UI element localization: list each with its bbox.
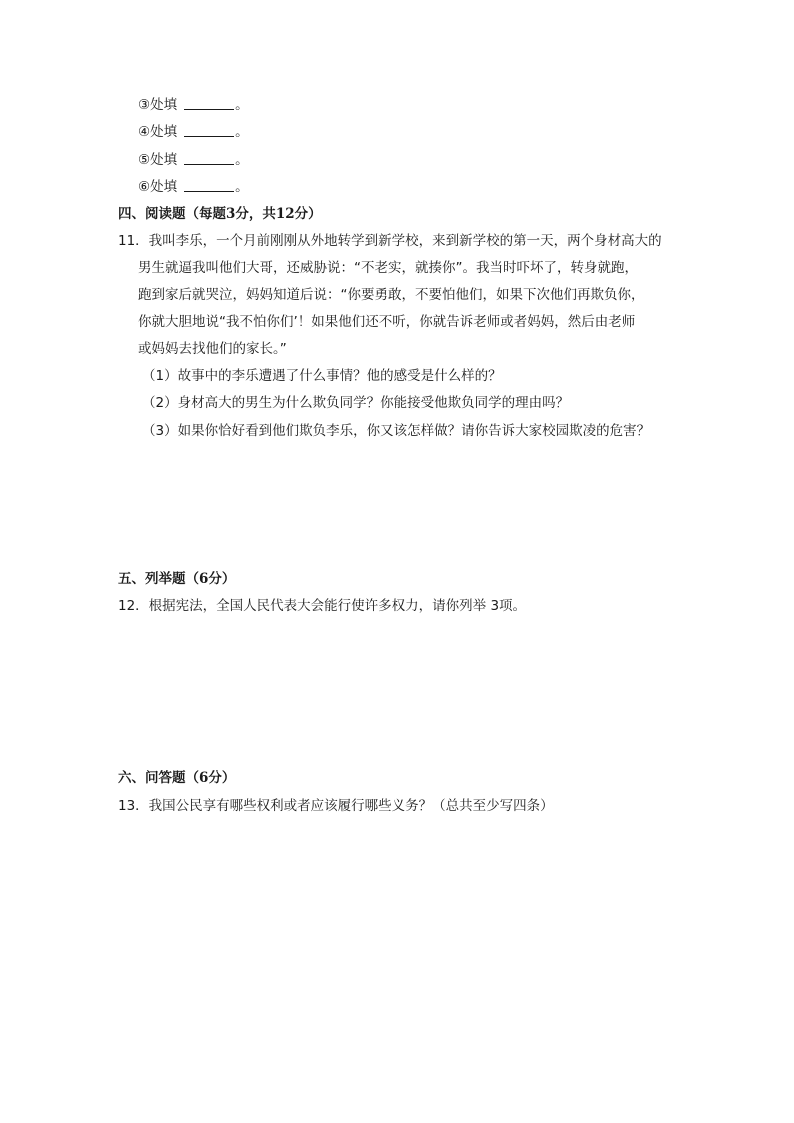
question-11-line-1: 11．我叫李乐，一个月前刚刚从外地转学到新学校，来到新学校的第一天，两个身材高大的	[118, 233, 662, 249]
answer-blank[interactable]	[184, 95, 234, 110]
question-11-line-2: 男生就逼我叫他们大哥，还威胁说：“不老实，就揍你”。我当时吓坏了，转身就跑，	[138, 260, 638, 276]
fill-item-4	[138, 122, 249, 142]
sub-question-3: （3）如果你恰好看到他们欺负李乐，你又该怎样做？请你告诉大家校园欺凌的危害？	[142, 423, 651, 439]
fill-item-label: ③处填	[138, 97, 178, 113]
fill-item-label: ⑥处填	[138, 179, 178, 195]
question-13: 13．我国公民享有哪些权利或者应该履行哪些义务？（总共至少写四条）	[118, 798, 554, 814]
section-heading-listing: 五、列举题（6分）	[118, 571, 236, 587]
fill-item-suffix: 。	[235, 124, 249, 140]
fill-item-suffix: 。	[235, 97, 249, 113]
sub-question-2: （2）身材高大的男生为什么欺负同学？你能接受他欺负同学的理由吗？	[142, 395, 570, 411]
answer-blank[interactable]	[184, 177, 234, 192]
question-12: 12．根据宪法，全国人民代表大会能行使许多权力，请你列举 3项。	[118, 598, 527, 614]
section-heading-reading: 四、阅读题（每题3分，共12分）	[118, 206, 322, 222]
fill-item-6	[138, 177, 249, 197]
answer-blank[interactable]	[184, 122, 234, 137]
sub-question-1: （1）故事中的李乐遭遇了什么事情？他的感受是什么样的？	[142, 368, 502, 384]
fill-item-suffix: 。	[235, 179, 249, 195]
question-11-line-4: 你就大胆地说“我不怕你们’！如果他们还不听，你就告诉老师或者妈妈，然后由老师	[138, 314, 636, 330]
fill-item-suffix: 。	[235, 152, 249, 168]
fill-item-label: ⑤处填	[138, 152, 178, 168]
fill-item-3	[138, 95, 249, 115]
question-11-line-3: 跑到家后就哭泣，妈妈知道后说：“你要勇敢，不要怕他们，如果下次他们再欺负你，	[138, 287, 645, 303]
fill-item-5	[138, 150, 249, 170]
answer-blank[interactable]	[184, 150, 234, 165]
fill-item-label: ④处填	[138, 124, 178, 140]
section-heading-qa: 六、问答题（6分）	[118, 770, 236, 786]
question-11-line-5: 或妈妈去找他们的家长。”	[138, 341, 287, 357]
